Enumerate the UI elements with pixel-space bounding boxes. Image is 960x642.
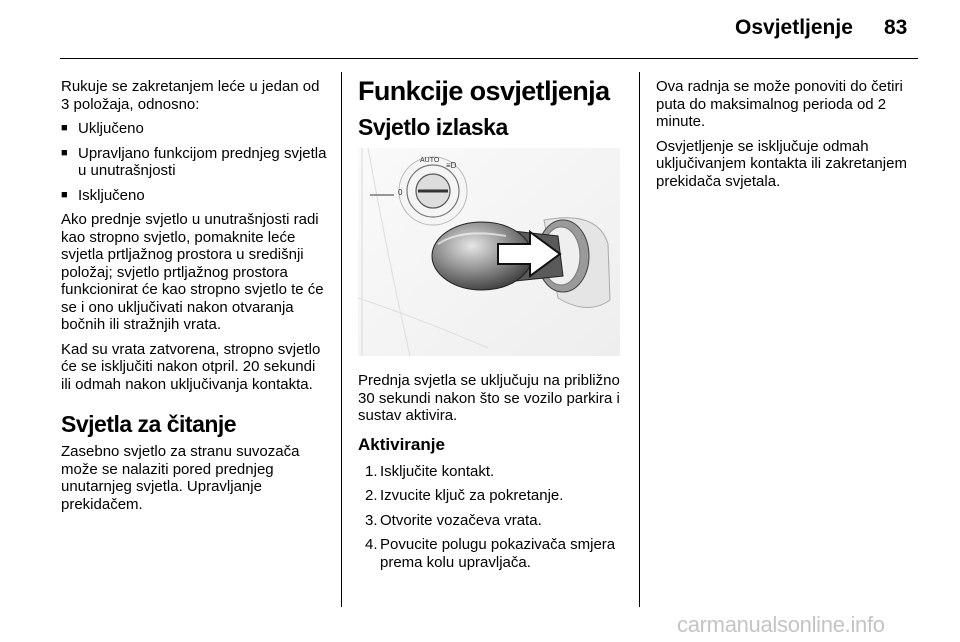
section-heading-reading-lights: Svjetla za čitanje <box>61 411 237 437</box>
light-switch-illustration-icon <box>358 148 620 356</box>
section-heading-lighting-functions: Funkcije osvjetljenja <box>358 76 610 106</box>
step-item <box>358 512 628 530</box>
paragraph: Prednja svjetla se uključuju na približno 30 sekundi nakon što se vozilo parkira i sustav aktivira. <box>358 372 620 424</box>
watermark-text: carmanualsonline.info <box>677 612 885 637</box>
page-number: 83 <box>884 16 908 39</box>
intro-text: Rukuje se zakretanjem leće u jedan od 3 položaja, odnosno: <box>61 78 320 113</box>
step-number: 4. <box>365 536 378 553</box>
bullet-item: ■ Upravljano funkcijom prednjeg svjetla u unutrašnjosti <box>61 145 329 180</box>
switch-position-label: AUTO <box>420 157 440 164</box>
column-3 <box>656 78 922 197</box>
section-heading-exit-light: Svjetlo izlaska <box>358 114 508 140</box>
switch-position-label: 0 <box>398 188 403 197</box>
step-item <box>358 487 628 505</box>
bullet-item: ■ Uključeno <box>61 120 329 138</box>
switch-position-label: ≡D <box>446 161 457 170</box>
header-rule <box>60 58 918 59</box>
paragraph: Ako prednje svjetlo u unutrašnjosti radi kao stropno svjetlo, pomaknite leće svjetla prtljažnog prostora u središnji položaj; svjetlo prtljažnog prostora funkcionirat će kao stropno svjetlo te će se i ono uključivati nakon otvaranja bočnih ili stražnjih vrata. <box>61 211 324 333</box>
section-heading-activation: Aktiviranje <box>358 434 445 454</box>
column-divider-1 <box>341 72 342 607</box>
column-1 <box>61 78 329 520</box>
page-header-title: Osvjetljenje <box>735 16 853 39</box>
paragraph: Osvjetljenje se isključuje odmah uključivanjem kontakta ili zakretanjem prekidača svjetala. <box>656 137 907 190</box>
illustration-light-switch <box>358 148 620 356</box>
column-divider-2 <box>639 72 640 607</box>
step-item <box>358 463 628 481</box>
paragraph: Kad su vrata zatvorena, stropno svjetlo će se isključiti nakon otpril. 20 sekundi ili odmah nakon uključivanja kontakta. <box>61 340 321 393</box>
step-number: 1. <box>365 462 378 480</box>
paragraph: Ova radnja se može ponoviti do četiri puta do maksimalnog perioda od 2 minute. <box>656 78 903 130</box>
step-text: Isključite kontakt. <box>380 462 495 480</box>
paragraph: Zasebno svjetlo za stranu suvozača može se nalaziti pored prednjeg unutarnjeg svjetla. Upravljanje prekidačem. <box>61 443 300 513</box>
column-2 <box>358 76 628 578</box>
step-text: Otvorite vozačeva vrata. <box>380 511 542 529</box>
step-number: 2. <box>365 487 378 504</box>
step-number: 3. <box>365 511 378 529</box>
step-item <box>358 536 628 571</box>
step-text: Izvucite ključ za pokretanje. <box>380 487 564 504</box>
bullet-item: ■ Isključeno <box>61 187 329 205</box>
step-text: Povucite polugu pokazivača smjera prema kolu upravljača. <box>380 536 616 571</box>
